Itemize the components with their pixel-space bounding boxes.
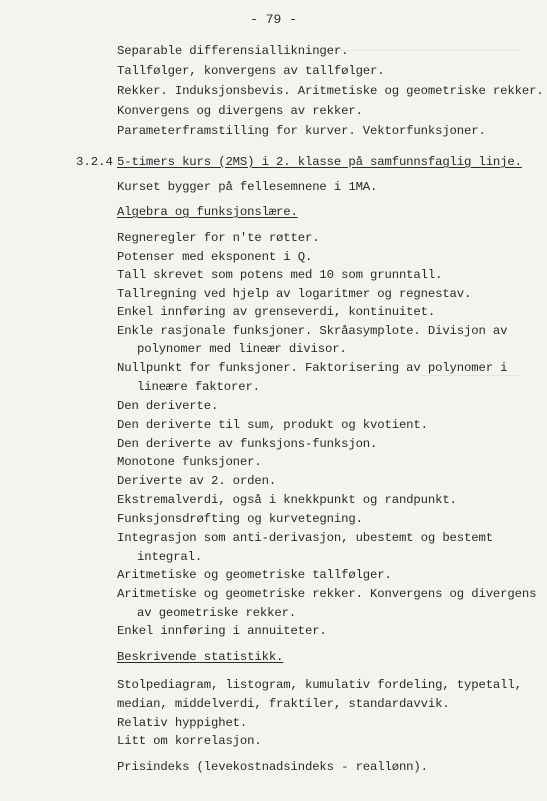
text-line: Den deriverte av funksjons-funksjon. (117, 437, 378, 451)
text-line: Relativ hyppighet. (117, 716, 248, 730)
text-line: Litt om korrelasjon. (117, 734, 262, 748)
text-line: Enkel innføring av grenseverdi, kontinuitet. (117, 305, 436, 319)
section-number: 3.2.4 (76, 155, 113, 169)
text-line: Den deriverte til sum, produkt og kvotient. (117, 418, 428, 432)
text-line: av geometriske rekker. (137, 606, 297, 620)
page-number: - 79 - (250, 12, 297, 27)
text-line: Rekker. Induksjonsbevis. Aritmetiske og geometriske rekker. (117, 84, 544, 98)
text-line: Aritmetiske og geometriske tallfølger. (117, 568, 392, 582)
text-line: integral. (137, 550, 203, 564)
text-line: Enkle rasjonale funksjoner. Skråasymplote. Divisjon av (117, 324, 508, 338)
text-line: median, middelverdi, fraktiler, standardavvik. (117, 697, 450, 711)
text-line: Ekstremalverdi, også i knekkpunkt og randpunkt. (117, 493, 457, 507)
text-line: Nullpunkt for funksjoner. Faktorisering av polynomer i (117, 361, 508, 375)
text-line: Enkel innføring i annuiteter. (117, 624, 327, 638)
text-line: Aritmetiske og geometriske rekker. Konvergens og divergens (117, 587, 537, 601)
text-line: Deriverte av 2. orden. (117, 474, 277, 488)
text-line: Parameterframstilling for kurver. Vektorfunksjoner. (117, 124, 486, 138)
section-intro: Kurset bygger på fellesemnene i 1MA. (117, 180, 378, 194)
text-line: Potenser med eksponent i Q. (117, 250, 313, 264)
text-line: Konvergens og divergens av rekker. (117, 104, 363, 118)
text-line: Tallfølger, konvergens av tallfølger. (117, 64, 385, 78)
text-line: polynomer med lineær divisor. (137, 342, 347, 356)
text-line: Regneregler for n'te røtter. (117, 231, 320, 245)
text-line: Separable differensiallikninger. (117, 44, 349, 58)
text-line: Tall skrevet som potens med 10 som grunntall. (117, 268, 443, 282)
section-title: 5-timers kurs (2MS) i 2. klasse på samfunnsfaglig linje. (117, 155, 522, 169)
text-line: Den deriverte. (117, 399, 219, 413)
statistics-heading: Beskrivende statistikk. (117, 650, 284, 664)
text-line: Monotone funksjoner. (117, 455, 262, 469)
text-line: Prisindeks (levekostnadsindeks - reallønn). (117, 760, 428, 774)
text-line: Stolpediagram, listogram, kumulativ fordeling, typetall, (117, 678, 522, 692)
text-line: Tallregning ved hjelp av logaritmer og regnestav. (117, 287, 472, 301)
text-line: Integrasjon som anti-derivasjon, ubestemt og bestemt (117, 531, 493, 545)
bleed-through-shadow (330, 40, 520, 51)
algebra-heading: Algebra og funksjonslære. (117, 205, 298, 219)
text-line: Funksjonsdrøfting og kurvetegning. (117, 512, 363, 526)
text-line: lineære faktorer. (137, 380, 260, 394)
